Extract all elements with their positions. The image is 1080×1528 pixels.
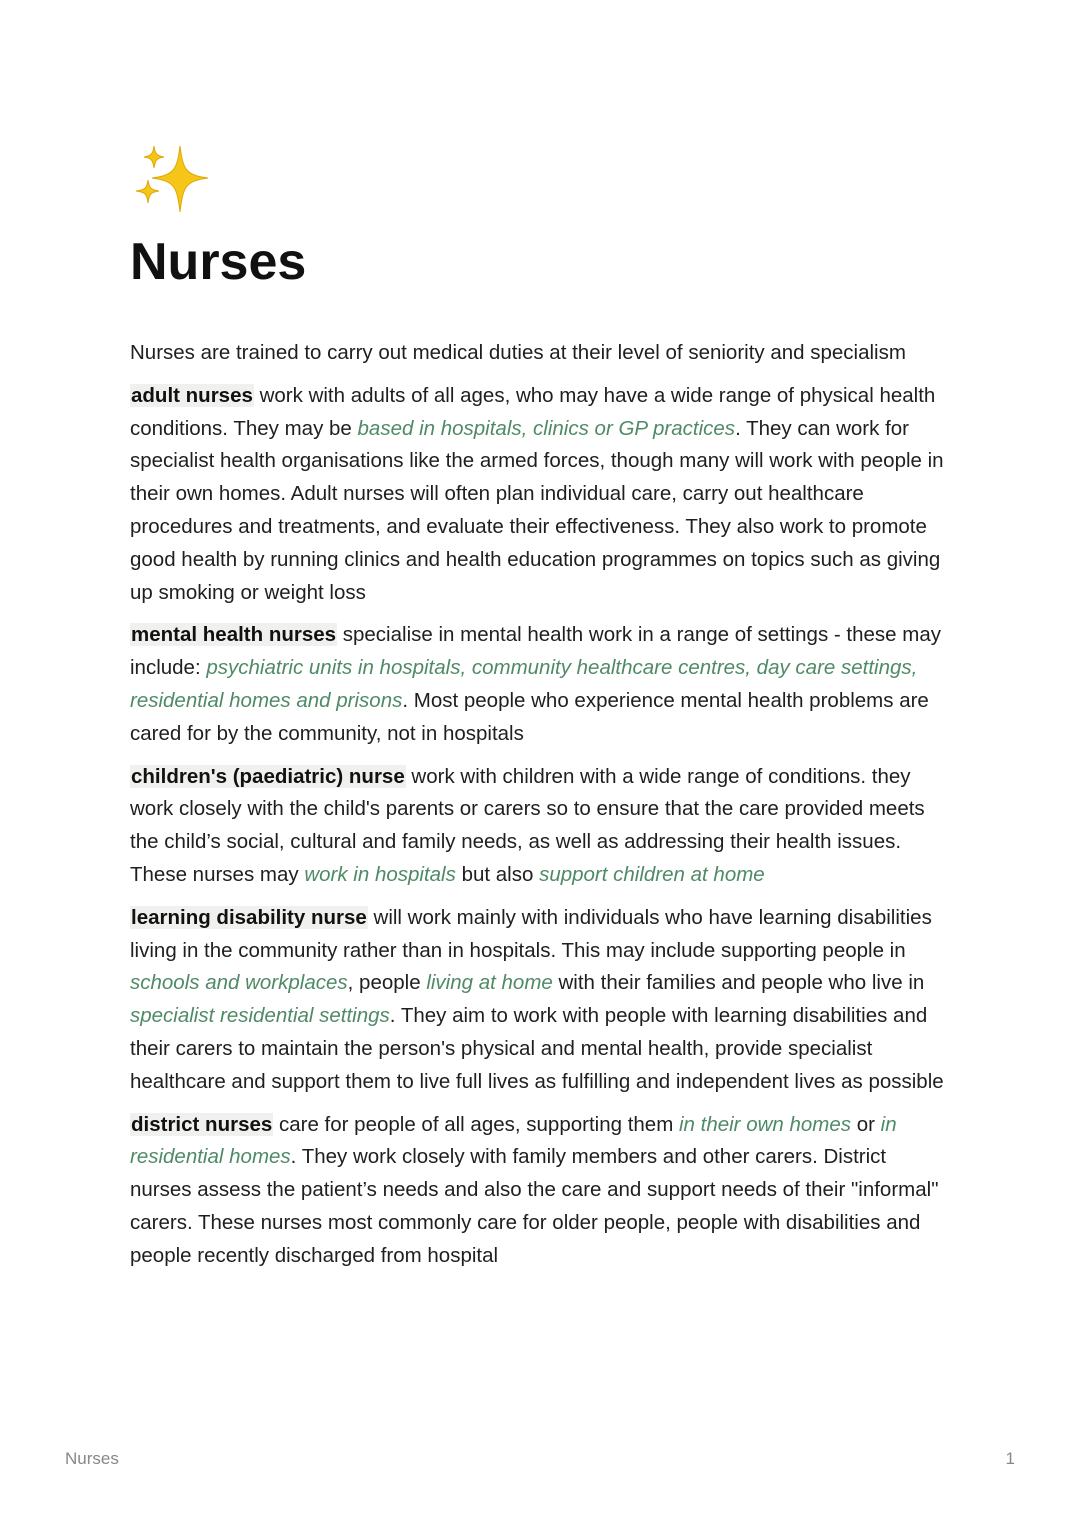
body-text: . They can work for specialist health organisations like the armed forces, though many will work with people in their own homes. Adult nurses will often plan individual care, carry out healthcare procedures and treatments, and evaluate their effectiveness. They also work to promote good health by running clinics and health education programmes on topics such as giving up smoking or weight loss [130, 416, 944, 604]
section-district-nurses [130, 1109, 950, 1273]
body-text: will work mainly with individuals who have learning disabilities living in the community rather than in hospitals. This may include supporting people in [130, 905, 932, 962]
body-text: work with adults of all ages, who may have a wide range of physical health conditions. They may be [130, 383, 936, 440]
page-title: Nurses [130, 233, 307, 291]
emphasis-text: schools and workplaces [130, 971, 348, 995]
body-text: . Most people who experience mental health problems are cared for by the community, not in hospitals [130, 688, 929, 745]
sparkles-icon [130, 140, 214, 220]
body-text: but also [455, 862, 540, 886]
section-childrens-nurse [130, 761, 950, 892]
emphasis-text: in residential homes [130, 1112, 897, 1169]
body-text: work with children with a wide range of conditions. they work closely with the child's parents or carers so to ensure that the care provided meets the child’s social, cultural and family needs, as well as addressing their health issues. These nurses may [130, 764, 925, 886]
intro-paragraph: Nurses are trained to carry out medical duties at their level of seniority and specialism [130, 341, 906, 364]
document-body [130, 337, 950, 1283]
body-text: . They aim to work with people with learning disabilities and their carers to maintain the person's physical and mental health, provide specialist healthcare and support them to live full lives as fulfilling and independent lives as possible [130, 1004, 944, 1093]
body-text: specialise in mental health work in a range of settings - these may include: [130, 623, 941, 680]
body-text: with their families and people who live in [552, 971, 925, 995]
emphasis-text: psychiatric units in hospitals, community healthcare centres, day care settings, residential homes and prisons [130, 656, 918, 712]
emphasis-text: work in hospitals [304, 862, 456, 886]
body-text: care for people of all ages, supporting them [273, 1112, 679, 1136]
section-learning-disability-nurse [130, 902, 950, 1099]
emphasis-text: support children at home [539, 862, 765, 886]
term-highlight: adult nurses [131, 383, 253, 407]
term-highlight: mental health nurses [131, 623, 337, 647]
term-highlight: learning disability nurse [131, 905, 367, 929]
term-highlight: children's (paediatric) nurse [131, 764, 405, 788]
footer-document-title: Nurses [65, 1449, 119, 1468]
body-text: . They work closely with family members and other carers. District nurses assess the patient’s needs and also the care and support needs of their "informal" carers. These nurses most commonly care for older people, people with disabilities and people recently discharged from hospital [130, 1145, 939, 1267]
body-text: , people [347, 971, 427, 995]
body-text: or [851, 1112, 881, 1136]
term-highlight: district nurses [131, 1112, 273, 1136]
emphasis-text: based in hospitals, clinics or GP practices [357, 416, 736, 440]
footer-page-number: 1 [1005, 1449, 1015, 1468]
emphasis-text: specialist residential settings [130, 1004, 390, 1028]
section-mental-health-nurses [130, 619, 950, 750]
emphasis-text: in their own homes [678, 1112, 852, 1136]
emphasis-text: living at home [426, 971, 553, 995]
section-adult-nurses [130, 380, 950, 610]
